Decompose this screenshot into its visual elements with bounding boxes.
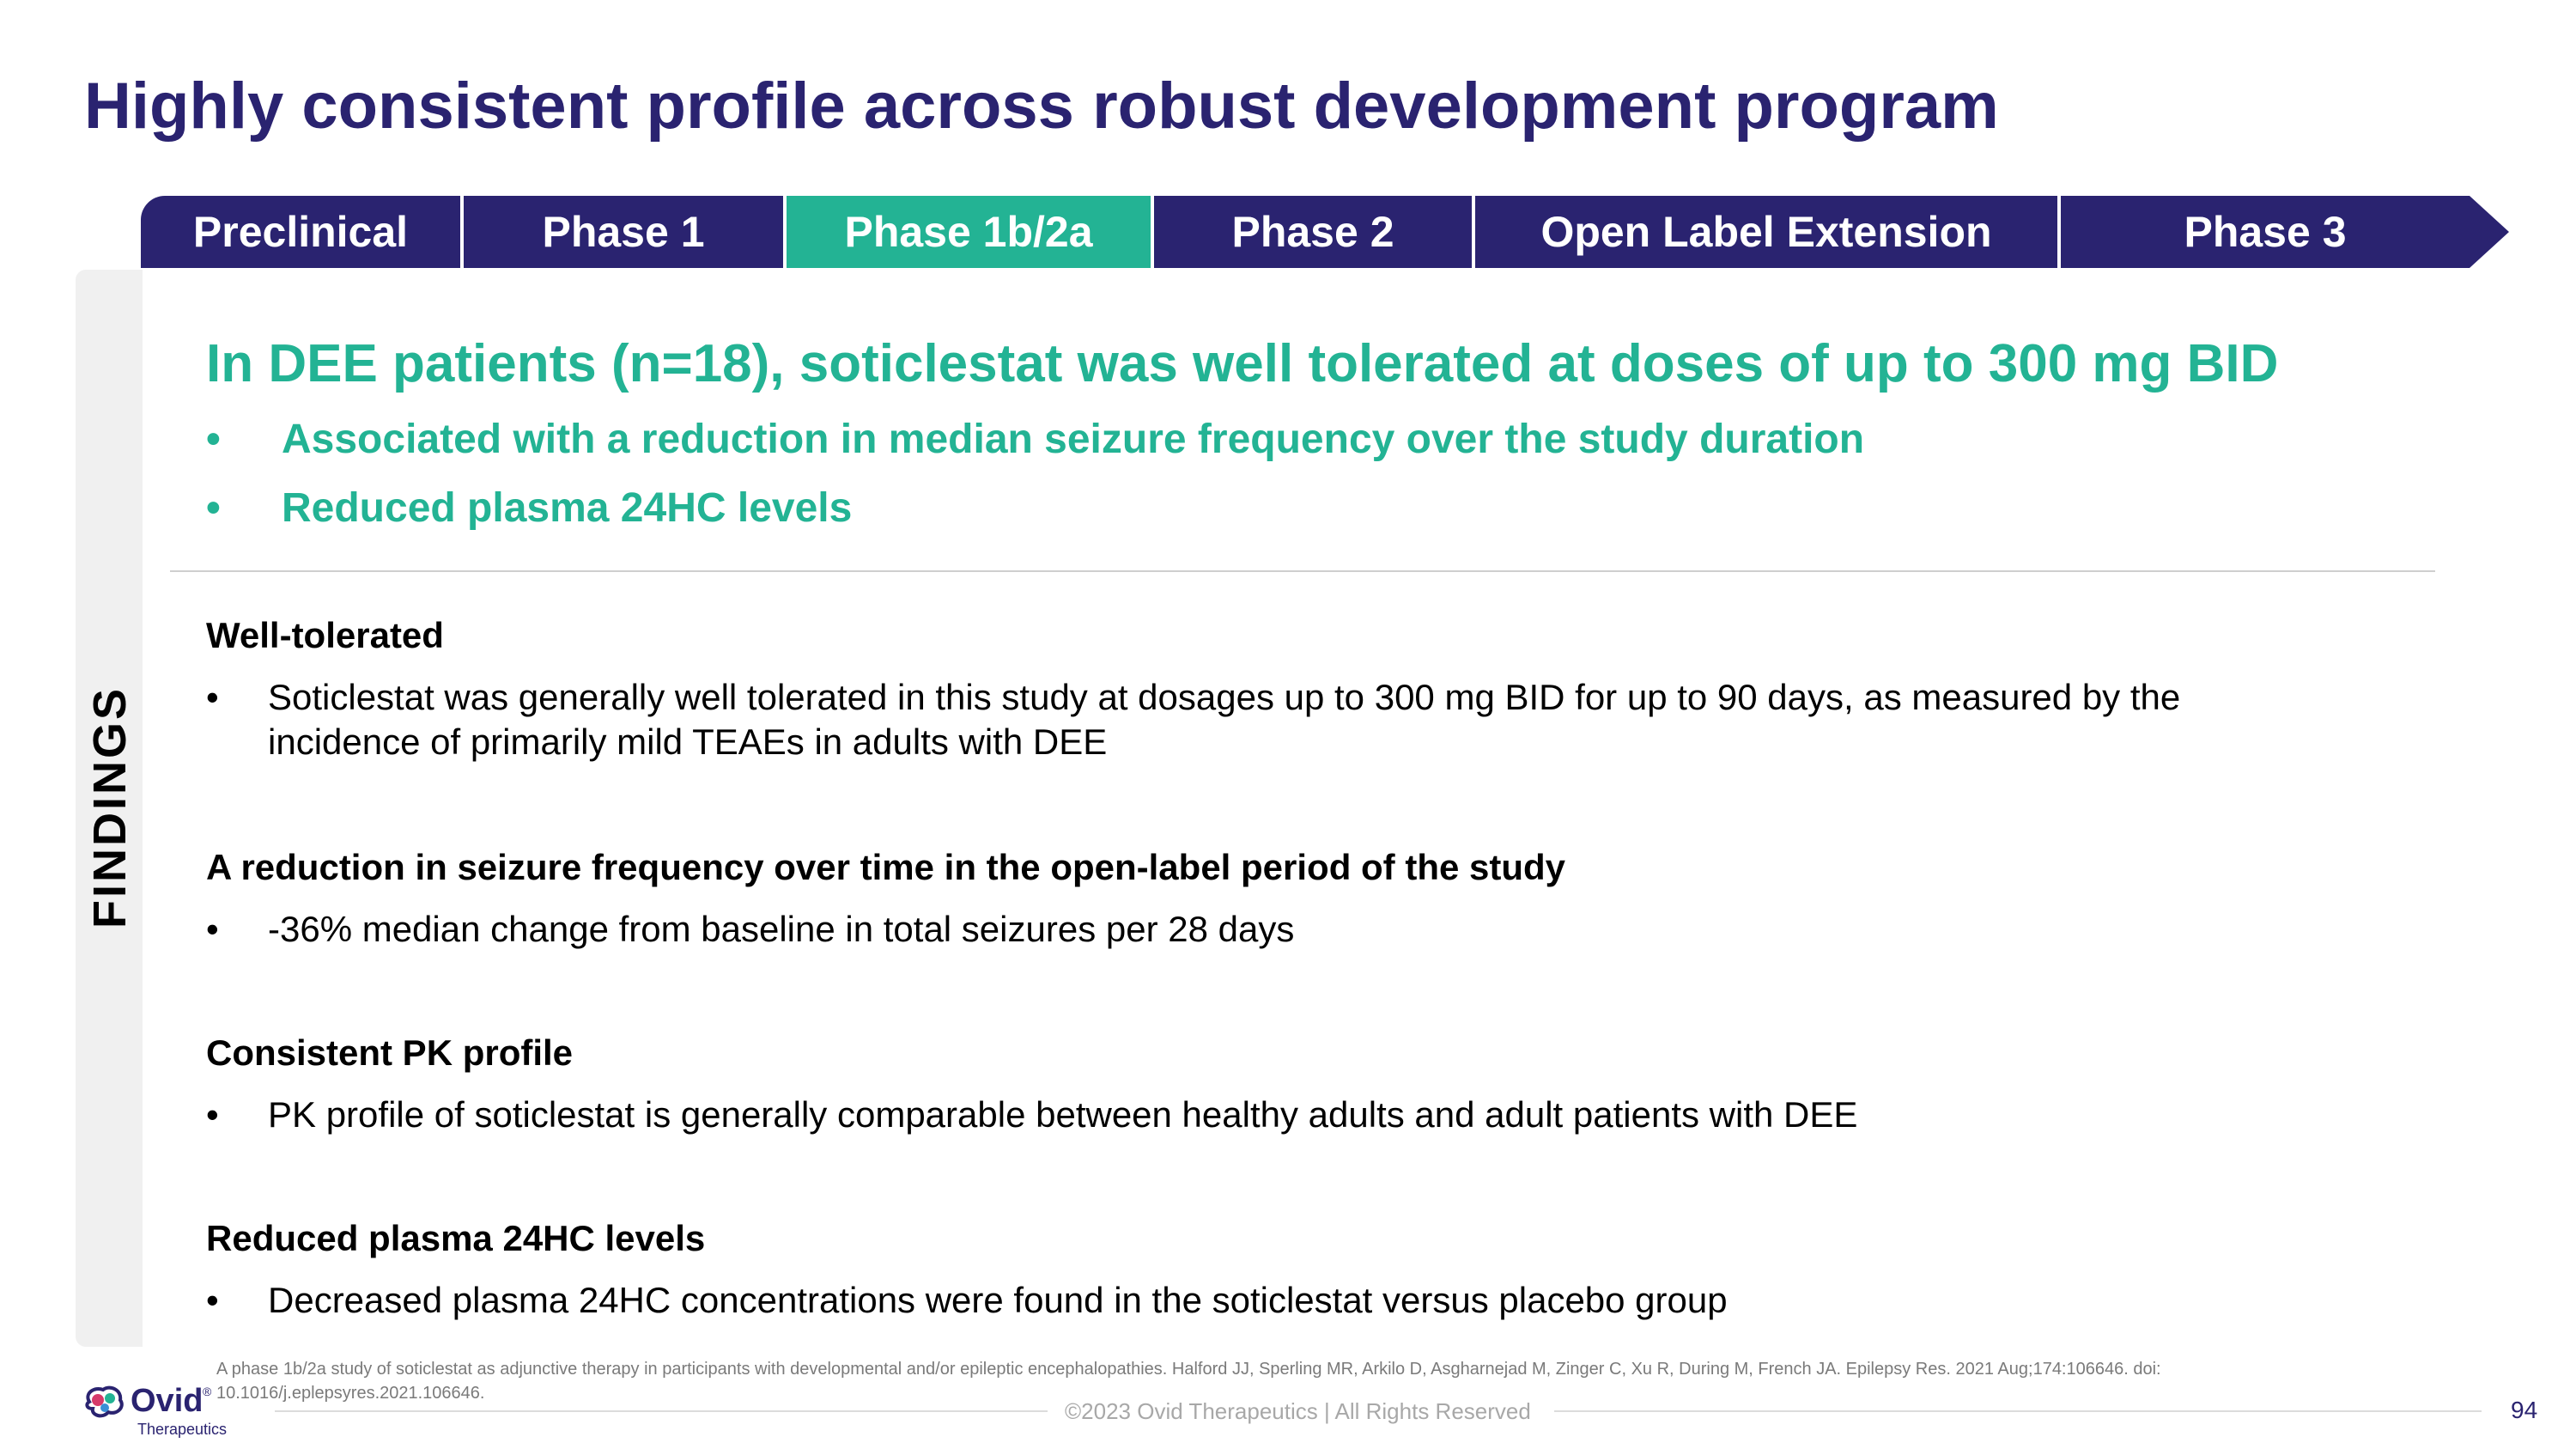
section-bullet-text: Soticlestat was generally well tolerated in this study at dosages up to 300 mg BID for up to 90 days, as measured by the incidence of primarily mild TEAEs in adults with DEE <box>268 677 2181 762</box>
phase-open-label-extension: Open Label Extension <box>1475 196 2057 268</box>
section-heading: Consistent PK profile <box>206 1032 574 1073</box>
page-number: 94 <box>2511 1397 2538 1423</box>
copyright: ©2023 Ovid Therapeutics | All Rights Reserved <box>1065 1398 1531 1424</box>
phase-1b-2a: Phase 1b/2a <box>787 196 1151 268</box>
section-bullet-text: -36% median change from baseline in total seizures per 28 days <box>268 909 1295 949</box>
section-bullet <box>206 1278 2336 1323</box>
footer-rule-left <box>275 1410 1048 1412</box>
logo-tm: ® <box>203 1385 212 1398</box>
divider <box>170 570 2435 572</box>
logo-subtitle: Therapeutics <box>137 1421 228 1438</box>
brain-logo-icon <box>82 1385 125 1421</box>
bullet-dot: • <box>206 417 221 462</box>
bullet-dot: • <box>206 677 219 717</box>
phase-3: Phase 3 <box>2061 196 2470 268</box>
section-bullet-text: PK profile of soticlestat is generally comparable between healthy adults and adult patients with DEE <box>268 1094 1858 1135</box>
section-bullet-text: Decreased plasma 24HC concentrations were found in the soticlestat versus placebo group <box>268 1280 1728 1320</box>
bullet-dot: • <box>206 1094 219 1135</box>
headline-bullet-text: Associated with a reduction in median seizure frequency over the study duration <box>282 417 1865 462</box>
phase-bar-arrow <box>2470 196 2509 268</box>
bullet-dot: • <box>206 1280 219 1320</box>
headline-bullet <box>206 416 1864 463</box>
section-heading: Well-tolerated <box>206 615 444 655</box>
bullet-dot: • <box>206 485 221 531</box>
section-heading: Reduced plasma 24HC levels <box>206 1218 706 1258</box>
findings-label: FINDINGS <box>84 685 136 929</box>
phase-bar <box>141 196 2470 268</box>
ovid-logo <box>82 1381 237 1441</box>
footer-rule-right <box>1554 1410 2482 1412</box>
bullet-dot: • <box>206 909 219 949</box>
logo-wordmark: Ovid <box>131 1383 204 1419</box>
section-bullet <box>206 675 2336 764</box>
phase-2: Phase 2 <box>1154 196 1472 268</box>
headline-bullet-text: Reduced plasma 24HC levels <box>282 485 853 531</box>
citation: A phase 1b/2a study of soticlestat as adjunctive therapy in participants with developmental and/or epileptic encephalopathies. Halford JJ, Sperling MR, Arkilo D, Asgharnejad M, Zinger C, Xu R, During M, French JA. Epilepsy Res. 2021 Aug;174:106646. doi: 10.1016/j.eplepsyres.2021.106646. <box>216 1360 2161 1403</box>
headline: In DEE patients (n=18), soticlestat was well tolerated at doses of up to 300 mg BID <box>206 334 2279 393</box>
phase-1: Phase 1 <box>464 196 783 268</box>
section-bullet <box>206 907 2336 952</box>
headline-bullet <box>206 484 852 532</box>
section-heading: A reduction in seizure frequency over time in the open-label period of the study <box>206 847 1566 887</box>
section-bullet <box>206 1093 2336 1137</box>
phase-preclinical: Preclinical <box>141 196 460 268</box>
slide-title: Highly consistent profile across robust development program <box>84 70 1999 143</box>
